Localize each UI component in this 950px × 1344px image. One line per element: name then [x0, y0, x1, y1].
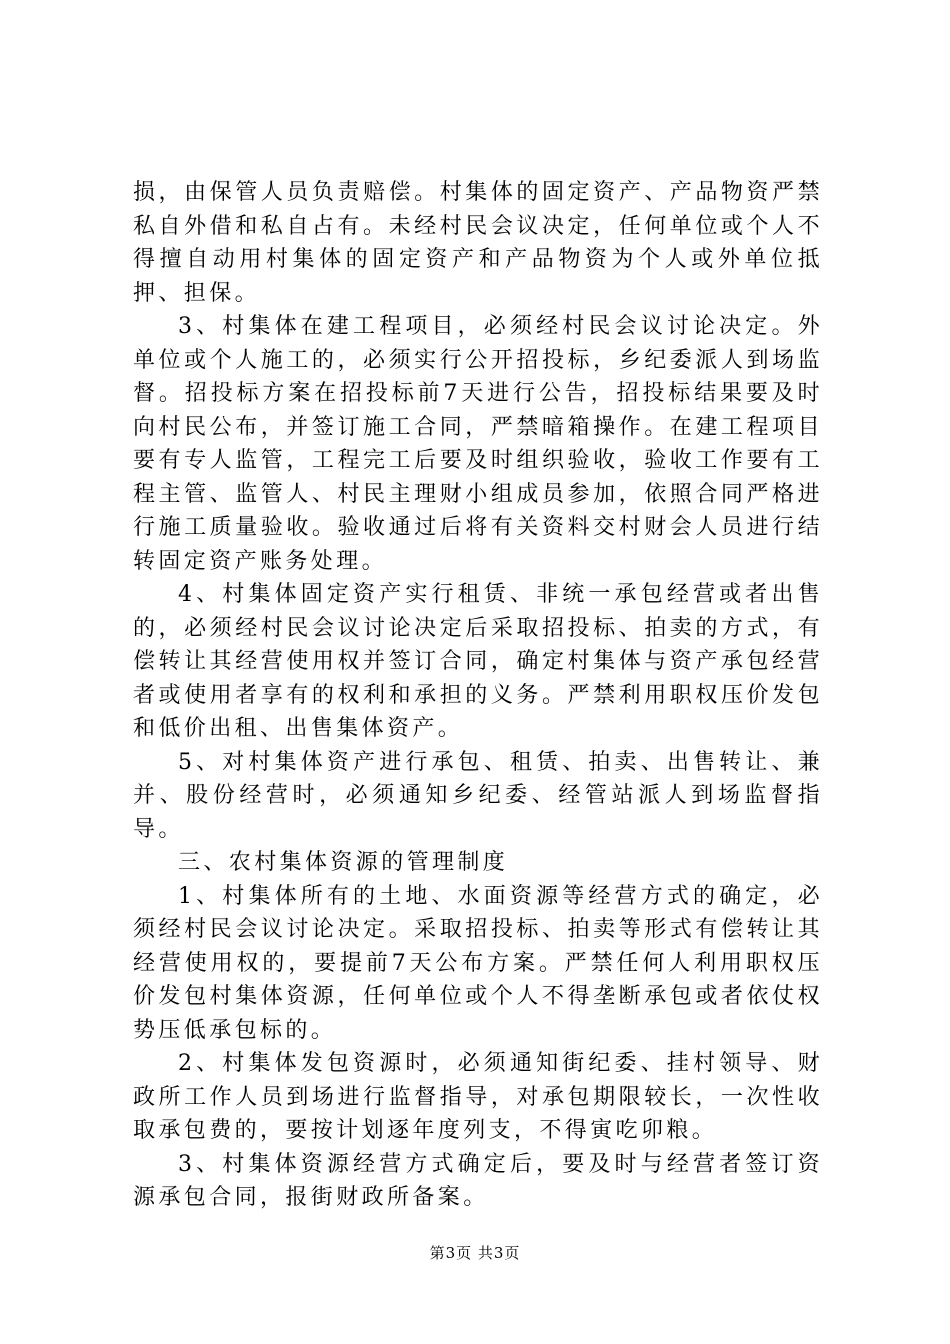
page-footer [0, 1242, 950, 1263]
document-body [133, 176, 823, 1215]
paragraph-item-3: 3、村集体在建工程项目，必须经村民会议讨论决定。外单位或个人施工的，必须实行公开招投标，乡纪委派人到场监督。招投标方案在招投标前7天进行公告，招投标结果要及时向村民公布，并签订施工合同，严禁暗箱操作。在建工程项目要有专人监管，工程完工后要及时组织验收，验收工作要有工程主管、监管人、村民主理财小组成员参加，依照合同严格进行施工质量验收。验收通过后将有关资料交村财会人员进行结转固定资产账务处理。 [133, 314, 823, 574]
paragraph-resource-2: 2、村集体发包资源时，必须通知街纪委、挂村领导、财政所工作人员到场进行监督指导，对承包期限较长，一次性收取承包费的，要按计划逐年度列支，不得寅吃卯粮。 [133, 1051, 823, 1143]
paragraph-item-5: 5、对村集体资产进行承包、租赁、拍卖、出售转让、兼并、股份经营时，必须通知乡纪委、经管站派人到场监督指导。 [133, 749, 823, 842]
paragraph-item-4: 4、村集体固定资产实行租赁、非统一承包经营或者出售的，必须经村民会议讨论决定后采取招投标、拍卖的方式，有偿转让其经营使用权并签订合同，确定村集体与资产承包经营者或使用者享有的权利和承担的义务。严禁利用职权压价发包和低价出租、出售集体资产。 [133, 582, 823, 741]
page-number: 第3页 共3页 [429, 1244, 521, 1262]
paragraph-resource-1: 1、村集体所有的土地、水面资源等经营方式的确定，必须经村民会议讨论决定。采取招投标、拍卖等形式有偿转让其经营使用权的，要提前7天公布方案。严禁任何人利用职权压价发包村集体资源，任何单位或个人不得垄断承包或者依仗权势压低承包标的。 [133, 883, 823, 1043]
section-heading: 三、农村集体资源的管理制度 [178, 850, 509, 875]
paragraph-resource-3: 3、村集体资源经营方式确定后，要及时与经营者签订资源承包合同，报街财政所备案。 [133, 1151, 823, 1210]
paragraph-continuation: 损，由保管人员负责赔偿。村集体的固定资产、产品物资严禁私自外借和私自占有。未经村民会议决定，任何单位或个人不得擅自动用村集体的固定资产和产品物资为个人或外单位抵押、担保。 [133, 180, 823, 306]
